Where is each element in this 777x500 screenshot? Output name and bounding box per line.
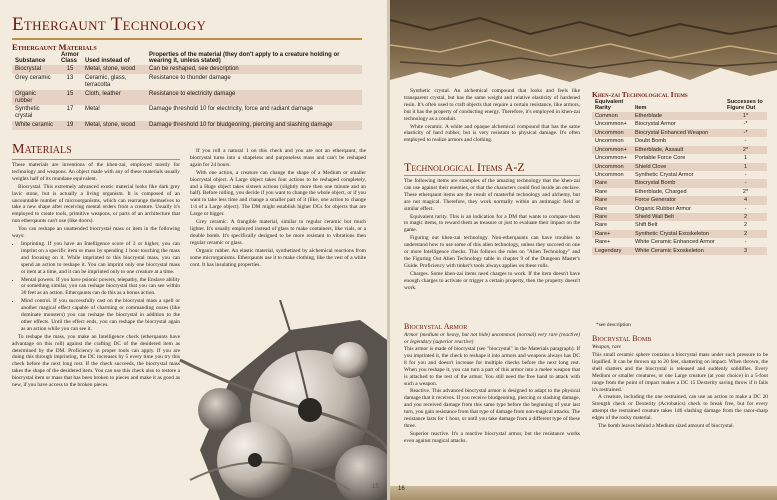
table-cell: Shield Wall Belt bbox=[632, 213, 724, 221]
table-cell: Resistance to electricity damage bbox=[146, 90, 362, 106]
table-row bbox=[592, 196, 767, 204]
paragraph: This small ceramic sphere contains a biocrystal mass under such pressure to be liquified. It can be thrown up to 20 feet, shattering on impact. When thrown, the shell shatters and the biocrystal is released and suddenly solidifies. Every Medium or smaller creatures, or one Large creature (at your choice) in a 5-foot range from the point of impact makes a DC 15 Dexterity saving throw if it fails it's restrained. bbox=[592, 352, 768, 393]
bomb-text bbox=[592, 352, 768, 431]
table-row bbox=[592, 137, 767, 145]
table-cell: 2 bbox=[724, 230, 767, 238]
materials-rule bbox=[12, 159, 180, 160]
table-cell: Grey ceramic bbox=[15, 74, 51, 81]
left-page bbox=[0, 0, 387, 500]
table-cell: Portable Force Core bbox=[635, 155, 686, 162]
col-used-instead: Used instead of bbox=[85, 58, 130, 64]
table-cell: Rare+ bbox=[592, 230, 632, 238]
table-row bbox=[592, 163, 767, 171]
table-cell: 19 bbox=[58, 121, 82, 130]
table-row bbox=[592, 247, 767, 255]
paragraph: With one action, a creature can change the shape of a Medium or smaller biocrystal object. A Large object takes four actions to be reshaped completely, and a Huge object takes sixteen actions (slightly more then one minute and an half). Before rolling, you decide if you want to change the whole object, or if you want to take less time and change a smaller part of it (like, one action to change 1/4 of a Large object). The DM might establish higher DCs for objects that are Large or bigger. bbox=[190, 169, 366, 218]
table-cell: Synthetic Crystal Exoskeleton bbox=[632, 230, 724, 238]
paragraph: A creature, including the one restrained, can use an action to make a DC 20 Strength check or Dexterity (Acrobatics) check to break free, but for every attempt the restrained creature takes 1d6 slashing damage from the razor-sharp edges of the rocky material. bbox=[592, 394, 768, 422]
left-col-1 bbox=[12, 162, 180, 390]
list-item: • Imprinting. If you have an Intelligence score of 3 or higher, you can imprint on a specific item or mass by spending 1 hour touching the mass and focusing on it. While imprinted to this biocrystal mass, you can spend an action to reshape it. You can imprint only one biocrystal mass or item at a time, and it can be imprinted only to one creature at a time. bbox=[21, 241, 180, 276]
bomb-subtitle: Weapon, rare bbox=[592, 344, 621, 350]
armor-heading: Biocrystal Armor bbox=[404, 322, 468, 331]
items-table bbox=[592, 99, 767, 255]
table-cell: -* bbox=[743, 121, 748, 128]
tech-heading: Technological Items A-Z bbox=[404, 160, 525, 174]
table-row bbox=[592, 205, 767, 213]
paragraph: Superior reactive. It's a reactive biocrystal armor, but the resistance works even against magical attacks. bbox=[404, 430, 580, 444]
right-page bbox=[390, 0, 777, 500]
materials-heading: Materials bbox=[12, 142, 72, 157]
list-item: • Mind control. If you successfully cast on the biocrystal mass a spell or another magical effect capable of charming or commanding oozes (like dominate monsters) you can reshape the biocrystal in addition to the other effects. Until the effect ends, you can reshape the biocrystal again as an action while you can see it. bbox=[21, 298, 180, 333]
table-cell: Synthetic Crystal Armor bbox=[635, 171, 694, 178]
page-number: 15 bbox=[372, 484, 379, 490]
table-row bbox=[592, 129, 767, 137]
list-item: • Mental powers. If you have psionic powers, telepathy, the Enslave ability or something similar, you can reshape biocrystal that you can see within 30 feet as an action. Etherqaunts can do this as a bonus action. bbox=[21, 277, 180, 298]
materials-table bbox=[12, 52, 362, 130]
footer-bar bbox=[390, 486, 777, 500]
paragraph: The following items are examples of the amazing technology that the khen-zai can use against their enemies, or that the characters could find inside an enclave. These etherqaunt items are the result of masterful technology and alchemy, but are not magical. Therefore, they work normally within an antimagic field or similar effect. bbox=[404, 178, 580, 212]
table-cell: 15 bbox=[58, 65, 82, 74]
bomb-heading: Biocrystal Bomb bbox=[592, 334, 652, 343]
paragraph: Figuring out khen-zai technology. Non-etherqaunts can have troubles to understand how to use some of this alien technology, unless they succeed on one or more Intelligence checks. This follows the rules on "Alien Technology" and the Figuring Out Alien Technology table in chapter 9 of the Dungeon Master's Guide. Proficiency with tinker's tools always applies on these rolls. bbox=[404, 235, 580, 269]
table-cell: Etherblade bbox=[632, 112, 724, 120]
col-rarity: Equivalent Rarity bbox=[595, 99, 624, 111]
table-cell: Synthetic crystal bbox=[15, 106, 40, 120]
right-col-1-bottom bbox=[404, 346, 580, 446]
table-cell: Shield Clove bbox=[632, 163, 724, 171]
paragraph: White ceramic. A white and opaque alchemical compound that has the same elasticity of hard rubber, but is very resistant to physical damage. It's often employed to realize armors and clothing. bbox=[404, 123, 580, 144]
table-cell: 2* bbox=[724, 146, 767, 154]
paragraph: Equivalent rarity. This is an indication for a DM that wants to compare them to magic items, to reward them as treasure or just to evaluate their impact on the game. bbox=[404, 213, 580, 234]
table-cell: Organic rubber bbox=[12, 90, 58, 106]
machinery-illustration bbox=[160, 300, 387, 500]
table-cell: 4 bbox=[724, 196, 767, 204]
armor-subtitle: Armor (medium or heavy, but not hide) uncommon (normal) very rare (reactive) or legendary (superior reactive) bbox=[404, 332, 580, 345]
paragraph: These materials are inventions of the khen-zai, employed mostly for technology and weapons. An object made with any of these materials usually weights half of its mundane equivalent. bbox=[12, 162, 180, 182]
table-cell: Metal, stone, wood bbox=[82, 65, 146, 74]
rock-banner-illustration bbox=[390, 0, 777, 84]
table-cell: Uncommon+ bbox=[592, 146, 632, 154]
table-cell: Resistance to thunder damage bbox=[149, 74, 231, 81]
col-substance: Substance bbox=[15, 58, 46, 64]
table-cell: Etherblade, Assault bbox=[632, 146, 724, 154]
right-col-1-top bbox=[404, 88, 580, 145]
table-cell: 15 bbox=[58, 90, 82, 106]
table-cell: Common bbox=[592, 112, 632, 120]
table-cell: 13 bbox=[66, 74, 74, 81]
paragraph: Synthetic crystal. An alchemical compound that looks and feels like transparent crystal, but has the same weight and relative elasticity of hardened resin. It's often used to craft objects that require a certain resistance, like armors, but it has the property of conducting energy. Therefore, it's employed in khen-zai technology as a conduit. bbox=[404, 88, 580, 122]
table-cell: 3 bbox=[724, 247, 767, 255]
table-row bbox=[12, 90, 362, 106]
table-cell: Ceramic, glass, terracotta bbox=[85, 74, 127, 88]
table-cell: Force Generator bbox=[632, 196, 724, 204]
table-cell: Rare bbox=[592, 213, 632, 221]
table-row bbox=[592, 213, 767, 221]
table-cell: Uncommon bbox=[592, 129, 632, 137]
col-armor-class: Armor Class bbox=[61, 52, 80, 64]
table-cell: Uncommon bbox=[595, 171, 624, 178]
table-cell: Rare bbox=[595, 222, 608, 229]
table-cell: Doubt Bomb bbox=[635, 138, 667, 145]
table-cell: 1 bbox=[724, 163, 767, 171]
table-cell: - bbox=[744, 205, 747, 212]
table-cell: -* bbox=[724, 129, 767, 137]
col-successes: Successes to Figure Out bbox=[727, 99, 763, 111]
table-cell: Rare bbox=[595, 205, 608, 212]
paragraph: You can reshape an unattended biocrystal mass or item in the following ways: bbox=[12, 226, 180, 240]
title-rule bbox=[12, 38, 362, 40]
page-number: 16 bbox=[398, 486, 405, 492]
table-cell: Damage threshold 10 for electricity, force and radiant damage bbox=[149, 106, 313, 113]
table-cell: 2 bbox=[743, 222, 748, 229]
table-cell: Uncommon+ bbox=[595, 121, 627, 128]
paragraph: The bomb leaves behind a Medium sized amount of biocrystal. bbox=[598, 423, 734, 430]
paragraph: Reactive. This advanced biocrystal armor is designed to adapt to the physical damage that it receives. If you receive bludgeoning, piercing or slashing damage, and you received damage from this same type before the beginning of your last turn, you gain resistance from that type of damage from non-magical attacks. The resistance lasts for 1 hour, or until you take damage from a different type of these three. bbox=[404, 388, 580, 429]
table-cell: - bbox=[744, 239, 747, 246]
paragraph: Biocrystal. This extremely advanced exotic material looks like dark grey lavic stone, but is actually a living organism. It is composed of an uncountable number of microorganisms, which can rearrange themselves to take a new shape after receiving mental orders from a creature. Usually it's employed to create tools, primitive weapons, or parts of an architecture that non etherqaunts can't use (like doors). bbox=[12, 183, 180, 225]
table-row bbox=[12, 105, 362, 121]
table-cell: Rare bbox=[592, 179, 632, 187]
table-cell: 2* bbox=[742, 188, 749, 195]
paragraph: Grey ceramic. A frangible material, similar to regular ceramic but much lighter. It's usually employed instead of glass to make containers, like vials, or a double bomb. It's specifically designed to be more resistant to vibrations then regular ceramic or glass. bbox=[190, 219, 366, 246]
tech-rule bbox=[404, 175, 580, 176]
table-row bbox=[592, 179, 767, 187]
table-row bbox=[12, 65, 362, 74]
table-cell: 1 bbox=[743, 155, 748, 162]
table-cell: Rare bbox=[592, 196, 632, 204]
table-row bbox=[12, 74, 362, 90]
table-cell: Biocrystal Enhanced Weapon bbox=[632, 129, 724, 137]
items-table-heading: Khen-zai Technological Items bbox=[592, 90, 688, 99]
page-title: Ethergaunt Technology bbox=[12, 14, 207, 35]
table-cell: Metal, stone, wood bbox=[82, 121, 146, 130]
table-row bbox=[592, 171, 767, 179]
table-row bbox=[592, 188, 767, 196]
table-cell: White Ceramic Exoskeleton bbox=[632, 247, 724, 255]
table-cell: - bbox=[724, 179, 767, 187]
table-cell: Biocrystal Bomb bbox=[632, 179, 724, 187]
table-cell: Damage threshold 10 for bludgeoning, piercing and slashing damage bbox=[146, 121, 362, 130]
table-cell: 2 bbox=[724, 213, 767, 221]
table-row bbox=[592, 146, 767, 154]
table-cell: Legendary bbox=[592, 247, 632, 255]
right-col-1-mid bbox=[404, 178, 580, 293]
table-cell: Cloth, leather bbox=[82, 90, 146, 106]
table-cell: Etherblade, Charged bbox=[635, 188, 687, 195]
paragraph: This armor is made of biocrystal (see "biocrystal" in the Materials paragraph). If you imprinted it, the check to reshape it into armors and weapons always has DC 8 for you and doesn't increase for multiple checks before the next long rest. When you reshape it, you can turn a part of this armor into a melee weapon that is attached to the rest of the armor. You still need the free hand to attack with such a weapon. bbox=[404, 346, 580, 387]
paragraph: To reshape the mass, you make an Intelligence check (etherqaunts have advantage on this roll) against the crafting DC of the desidered item as determined by the DM. Proficiency in proper tools can apply. If you are doing this through imprinting, the DC increases by 5 every time you try this check before the next long rest. If the check succeeds, the biocrystal mass takes the shape of the desidered item. You can use this check also to restore a biocrystal item or mass that has been broken to pieces and make it as good as new, if you have access to the broken pieces. bbox=[12, 333, 180, 389]
col-properties: Properties of the material (they don't apply to a creature holding or wearing it, unless stated) bbox=[149, 52, 340, 64]
table-cell: - bbox=[744, 171, 747, 178]
table-cell: Organic Rubber Armor bbox=[635, 205, 691, 212]
table-row bbox=[592, 120, 767, 128]
table-row bbox=[592, 112, 767, 120]
table-row bbox=[592, 238, 767, 246]
table-cell: Rare bbox=[595, 188, 608, 195]
table-row bbox=[592, 221, 767, 229]
col-item: Item bbox=[635, 105, 647, 111]
table-footnote: *see description bbox=[596, 322, 631, 328]
table-cell: 17 bbox=[66, 106, 74, 113]
table-cell: 1* bbox=[724, 112, 767, 120]
table-cell: Metal bbox=[85, 106, 100, 113]
table-row bbox=[592, 230, 767, 238]
paragraph: Organic rubber. An elastic material, synthetized by alchemical reactions from some microrganisms. Etherqaunts use it to make clothing, like the vest of a white cont. It has insulating properties. bbox=[190, 247, 366, 268]
table-cell: Rare+ bbox=[595, 239, 611, 246]
table-cell: White Ceramic Enhanced Armor bbox=[635, 239, 715, 246]
paragraph: Charges. Some khen-zai items need charges to work. If the item doesn't have enough charges to activate or trigger a certain property, then the property doesn't work. bbox=[404, 270, 580, 291]
reshape-list bbox=[21, 241, 180, 333]
table-cell: Uncommon bbox=[592, 163, 632, 171]
table-row bbox=[592, 154, 767, 162]
paragraph: If you roll a natural 1 on this check and you are not an etherqaunt, the biocrystal turns into a shapeless and purposeless mass and can't be reshaped again for 24 hours. bbox=[190, 148, 366, 168]
table-cell: Uncommon+ bbox=[595, 155, 627, 162]
table-cell: Biocrystal bbox=[12, 65, 58, 74]
left-col-2 bbox=[190, 148, 366, 269]
table-cell: - bbox=[744, 138, 747, 145]
materials-table-heading: Ethergaunt Materials bbox=[12, 42, 97, 52]
table-cell: Uncommon bbox=[595, 138, 624, 145]
table-cell: White ceramic bbox=[12, 121, 58, 130]
table-cell: Biocrystal Armor bbox=[635, 121, 676, 128]
table-cell: Can be reshaped, see description bbox=[146, 65, 362, 74]
table-cell: Shift Belt bbox=[635, 222, 658, 229]
table-row bbox=[12, 121, 362, 130]
